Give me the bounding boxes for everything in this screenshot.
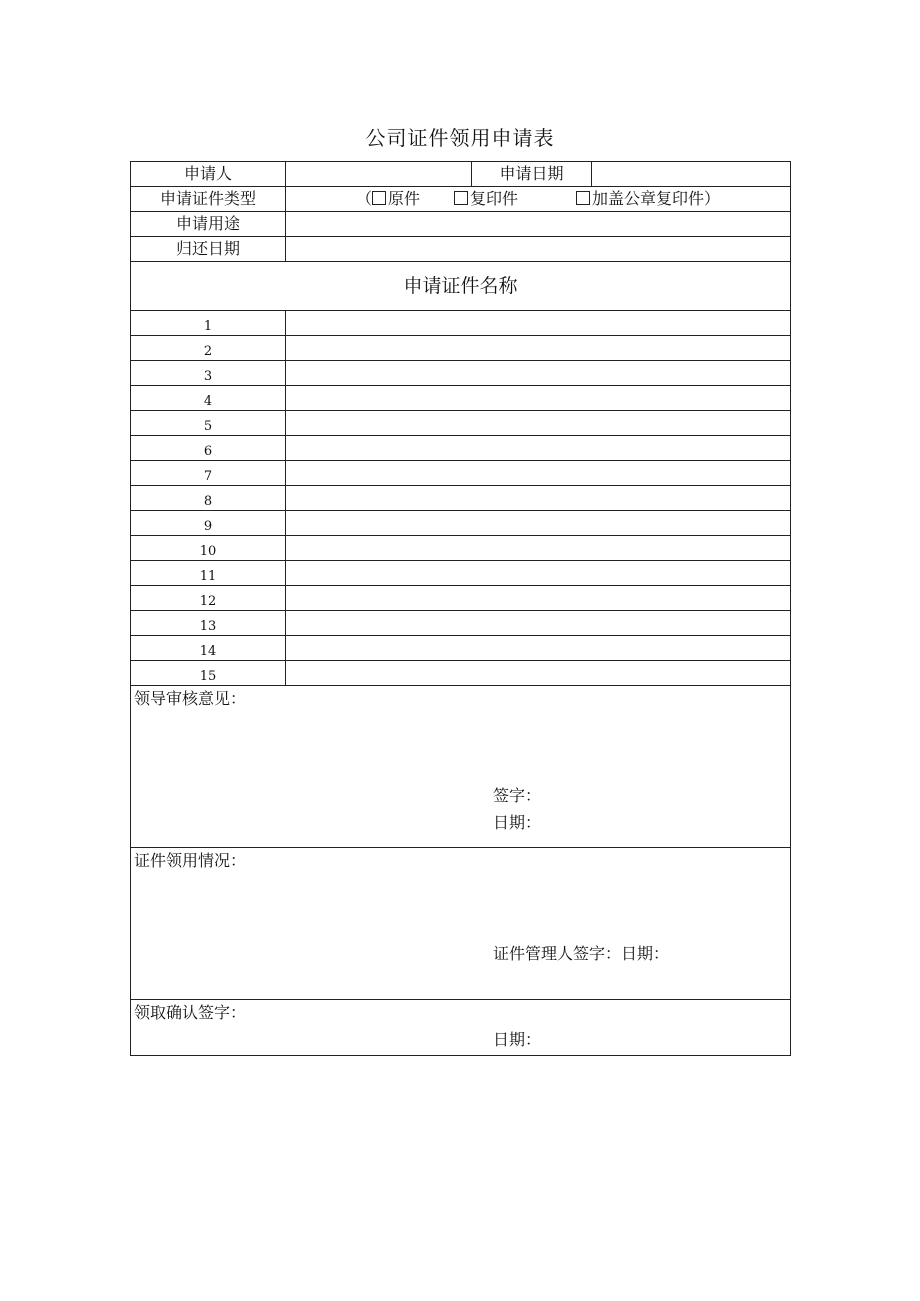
applicant-label: 申请人 — [131, 162, 286, 187]
row-number: 5 — [131, 411, 286, 436]
apply-date-label: 申请日期 — [472, 162, 592, 187]
row-number: 11 — [131, 561, 286, 586]
leader-sign-label: 签字： — [493, 786, 542, 805]
row-number: 10 — [131, 536, 286, 561]
apply-date-field[interactable] — [592, 162, 791, 187]
cert-name-field[interactable] — [286, 636, 791, 661]
return-date-label: 归还日期 — [131, 237, 286, 262]
cert-name-field[interactable] — [286, 611, 791, 636]
purpose-label: 申请用途 — [131, 212, 286, 237]
cert-type-label: 申请证件类型 — [131, 187, 286, 212]
cert-name-field[interactable] — [286, 536, 791, 561]
cert-name-field[interactable] — [286, 311, 791, 336]
application-form — [130, 161, 791, 1056]
row-number: 14 — [131, 636, 286, 661]
purpose-field[interactable] — [286, 212, 791, 237]
cert-name-field[interactable] — [286, 361, 791, 386]
usage-section[interactable] — [131, 848, 791, 1000]
option-sealed-copy-label: 加盖公章复印件 — [592, 189, 705, 208]
row-number: 6 — [131, 436, 286, 461]
form-title: 公司证件领用申请表 — [365, 126, 555, 150]
close-paren: ） — [704, 189, 721, 208]
row-number: 9 — [131, 511, 286, 536]
cert-name-field[interactable] — [286, 411, 791, 436]
cert-name-field[interactable] — [286, 511, 791, 536]
leader-review-label: 领导审核意见： — [134, 689, 247, 708]
cert-name-field[interactable] — [286, 461, 791, 486]
row-number: 4 — [131, 386, 286, 411]
cert-name-field[interactable] — [286, 436, 791, 461]
option-copy-label: 复印件 — [469, 189, 518, 208]
manager-sign-date-label: 证件管理人签字：日期： — [493, 944, 670, 963]
cert-name-field[interactable] — [286, 336, 791, 361]
cert-name-field[interactable] — [286, 561, 791, 586]
row-number: 15 — [131, 661, 286, 686]
row-number: 13 — [131, 611, 286, 636]
leader-review-section[interactable] — [131, 686, 791, 848]
row-number: 12 — [131, 586, 286, 611]
checkbox-original[interactable] — [372, 191, 386, 205]
confirm-date-label: 日期： — [493, 1030, 542, 1049]
option-original-label: 原件 — [387, 189, 420, 208]
usage-label: 证件领用情况： — [134, 851, 247, 870]
cert-names-title: 申请证件名称 — [131, 262, 791, 311]
checkbox-copy[interactable] — [454, 191, 468, 205]
checkbox-sealed-copy[interactable] — [576, 191, 590, 205]
applicant-field[interactable] — [286, 162, 472, 187]
leader-date-label: 日期： — [493, 813, 542, 832]
row-number: 1 — [131, 311, 286, 336]
return-date-field[interactable] — [286, 237, 791, 262]
row-number: 3 — [131, 361, 286, 386]
cert-name-field[interactable] — [286, 386, 791, 411]
cert-name-field[interactable] — [286, 586, 791, 611]
open-paren: （ — [355, 189, 372, 208]
row-number: 8 — [131, 486, 286, 511]
cert-type-options — [286, 187, 791, 212]
confirm-label: 领取确认签字： — [134, 1003, 247, 1022]
row-number: 7 — [131, 461, 286, 486]
row-number: 2 — [131, 336, 286, 361]
cert-name-field[interactable] — [286, 661, 791, 686]
cert-name-field[interactable] — [286, 486, 791, 511]
confirm-section[interactable] — [131, 1000, 791, 1056]
